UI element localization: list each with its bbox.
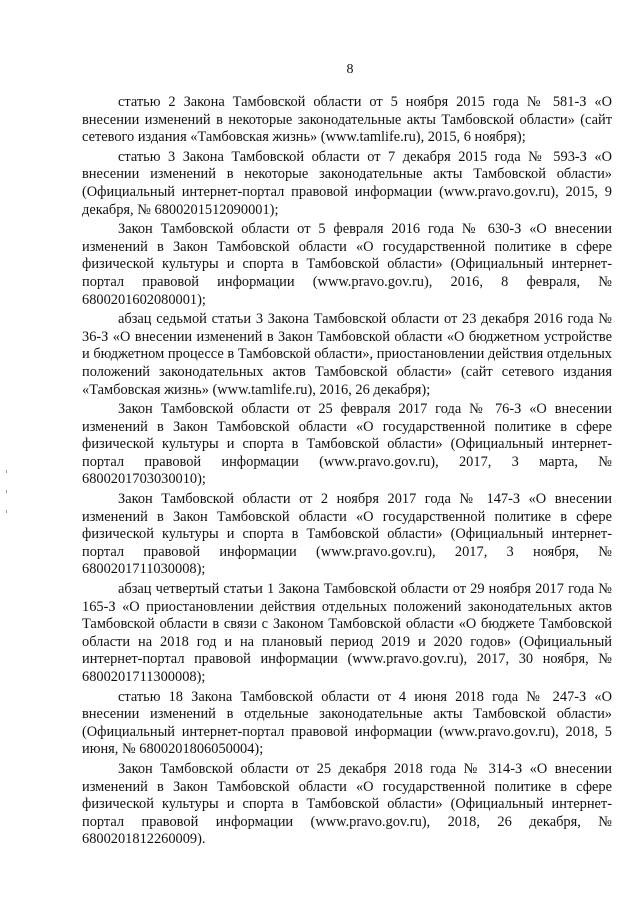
scan-margin-mark xyxy=(6,490,7,493)
list-item: Закон Тамбовской области от 2 ноября 2017 года № 147-З «О внесении изменений в Закон Тамбовской области «О государственной политике в сфере физической культуры и спорта в Тамбовской области» (Официальный интернет-портал правовой информации (www.pravo.gov.ru), 2017, 3 ноября, № 6800201711030008); xyxy=(82,491,612,578)
list-item: Закон Тамбовской области от 25 декабря 2018 года № 314-З «О внесении изменений в Закон Тамбовской области «О государственной политике в сфере физической культуры и спорта в Тамбовской области» (Официальный интернет-портал правовой информации (www.pravo.gov.ru), 2018, 26 декабря, № 6800201812260009). xyxy=(82,760,612,848)
list-item: абзац четвертый статьи 1 Закона Тамбовской области от 29 ноября 2017 года № 165-З «О приостановлении действия отдельных положений законодательных актов Тамбовской области в связи с Законом Тамбовской области «О бюджете Тамбовской области на 2018 год и на плановый период 2019 и 2020 годов» (Официальный интернет-портал правовой информации (www.pravo.gov.ru), 2017, 30 ноября, № 6800201711300008); xyxy=(82,581,612,685)
scan-margin-mark xyxy=(6,510,7,513)
list-item: статью 2 Закона Тамбовской области от 5 ноября 2015 года № 581-З «О внесении изменений в некоторые законодательные акты Тамбовской области» (сайт сетевого издания «Тамбовская жизнь» (www.tamlife.ru), 2015, 6 ноября); xyxy=(82,94,612,146)
list-item: Закон Тамбовской области от 25 февраля 2017 года № 76-З «О внесении изменений в Закон Тамбовской области «О государственной политике в сфере физической культуры и спорта в Тамбовской области» (Официальный интернет-портал правовой информации (www.pravo.gov.ru), 2017, 3 марта, № 6800201703030010); xyxy=(82,401,612,488)
list-item: статью 18 Закона Тамбовской области от 4 июня 2018 года № 247-З «О внесении изменений в отдельные законодательные акты Тамбовской области» (Официальный интернет-портал правовой информации (www.pravo.gov.ru), 2018, 5 июня, № 6800201806050004); xyxy=(82,688,612,758)
scan-margin-mark xyxy=(6,470,7,473)
page-number: 8 xyxy=(346,62,354,77)
list-item: Закон Тамбовской области от 5 февраля 2016 года № 630-З «О внесении изменений в Закон Тамбовской области «О государственной политике в сфере физической культуры и спорта в Тамбовской области» (Официальный интернет-портал правовой информации (www.pravo.gov.ru), 2016, 8 февраля, № 6800201602080001); xyxy=(82,221,612,308)
list-item: статью 3 Закона Тамбовской области от 7 декабря 2015 года № 593-З «О внесении изменений в некоторые законодательные акты Тамбовской области» (Официальный интернет-портал правовой информации (www.pravo.gov.ru), 2015, 9 декабря, № 6800201512090001); xyxy=(82,148,612,218)
list-item: абзац седьмой статьи 3 Закона Тамбовской области от 23 декабря 2016 года № 36-З «О внесении изменений в Закон Тамбовской области «О бюджетном устройстве и бюджетном процессе в Тамбовской области», приостановлении действия отдельных положений законодательных актов Тамбовской области» (сайт сетевого издания «Тамбовская жизнь» (www.tamlife.ru), 2016, 26 декабря); xyxy=(82,311,612,398)
document-body xyxy=(82,94,612,851)
